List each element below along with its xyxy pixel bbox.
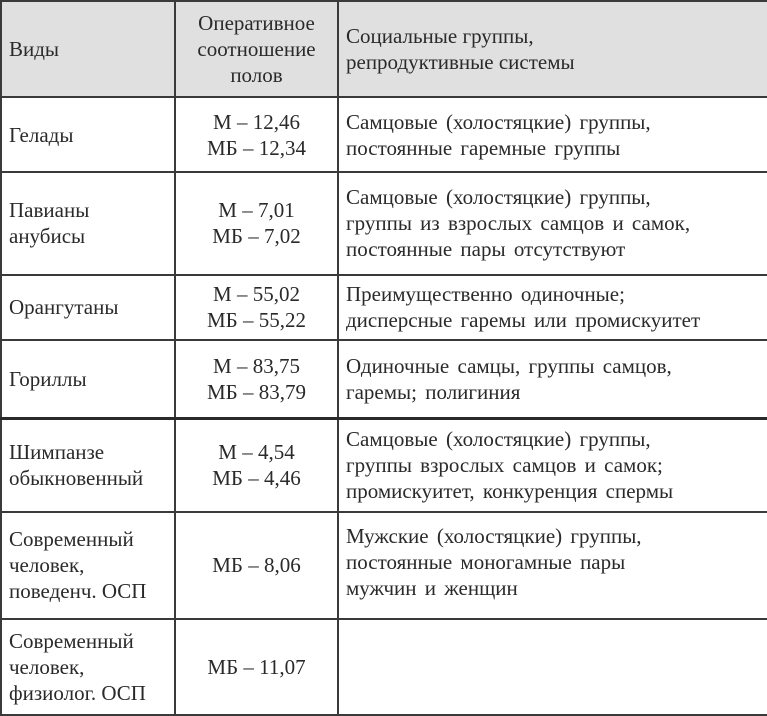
osr-cell: М – 55,02 МБ – 55,22	[175, 275, 338, 340]
social-cell: Преимущественно одиночные; дисперсные гаремы или промискуитет	[338, 275, 767, 340]
osr-cell: М – 12,46 МБ – 12,34	[175, 97, 338, 172]
social-cell: Одиночные самцы, группы самцов, гаремы; полигиния	[338, 340, 767, 418]
header-social-groups: Социальные группы, репродуктивные системы	[338, 1, 767, 97]
table-row	[1, 619, 767, 715]
osr-cell: М – 83,75 МБ – 83,79	[175, 340, 338, 418]
table-row	[1, 512, 767, 618]
table-row	[1, 340, 767, 418]
table-body	[1, 97, 767, 715]
header-row	[1, 1, 767, 97]
social-cell: Самцовые (холостяцкие) группы, группы взрослых самцов и самок; промискуитет, конкуренция спермы	[338, 418, 767, 512]
social-cell-empty	[338, 619, 767, 715]
table-row	[1, 172, 767, 274]
osr-cell: М – 7,01 МБ – 7,02	[175, 172, 338, 274]
species-cell: Гориллы	[1, 340, 175, 418]
species-cell: Орангутаны	[1, 275, 175, 340]
table-row	[1, 97, 767, 172]
osr-cell: МБ – 11,07	[175, 619, 338, 715]
osr-cell: МБ – 8,06	[175, 512, 338, 618]
species-cell: Современный человек, физиолог. ОСП	[1, 619, 175, 715]
species-cell: Шимпанзе обыкновенный	[1, 418, 175, 512]
social-cell: Самцовые (холостяцкие) группы, группы из взрослых самцов и самок, постоянные пары отсутствуют	[338, 172, 767, 274]
social-cell: Мужские (холостяцкие) группы, постоянные моногамные пары мужчин и женщин	[338, 512, 767, 618]
header-species: Виды	[1, 1, 175, 97]
table-header	[1, 1, 767, 97]
species-cell: Павианы анубисы	[1, 172, 175, 274]
osr-cell: М – 4,54 МБ – 4,46	[175, 418, 338, 512]
species-cell: Современный человек, поведенч. ОСП	[1, 512, 175, 618]
table-row	[1, 275, 767, 340]
species-cell: Гелады	[1, 97, 175, 172]
social-cell: Самцовые (холостяцкие) группы, постоянные гаремные группы	[338, 97, 767, 172]
table-row	[1, 418, 767, 512]
header-operational-sex-ratio: Оперативное соотношение полов	[175, 1, 338, 97]
